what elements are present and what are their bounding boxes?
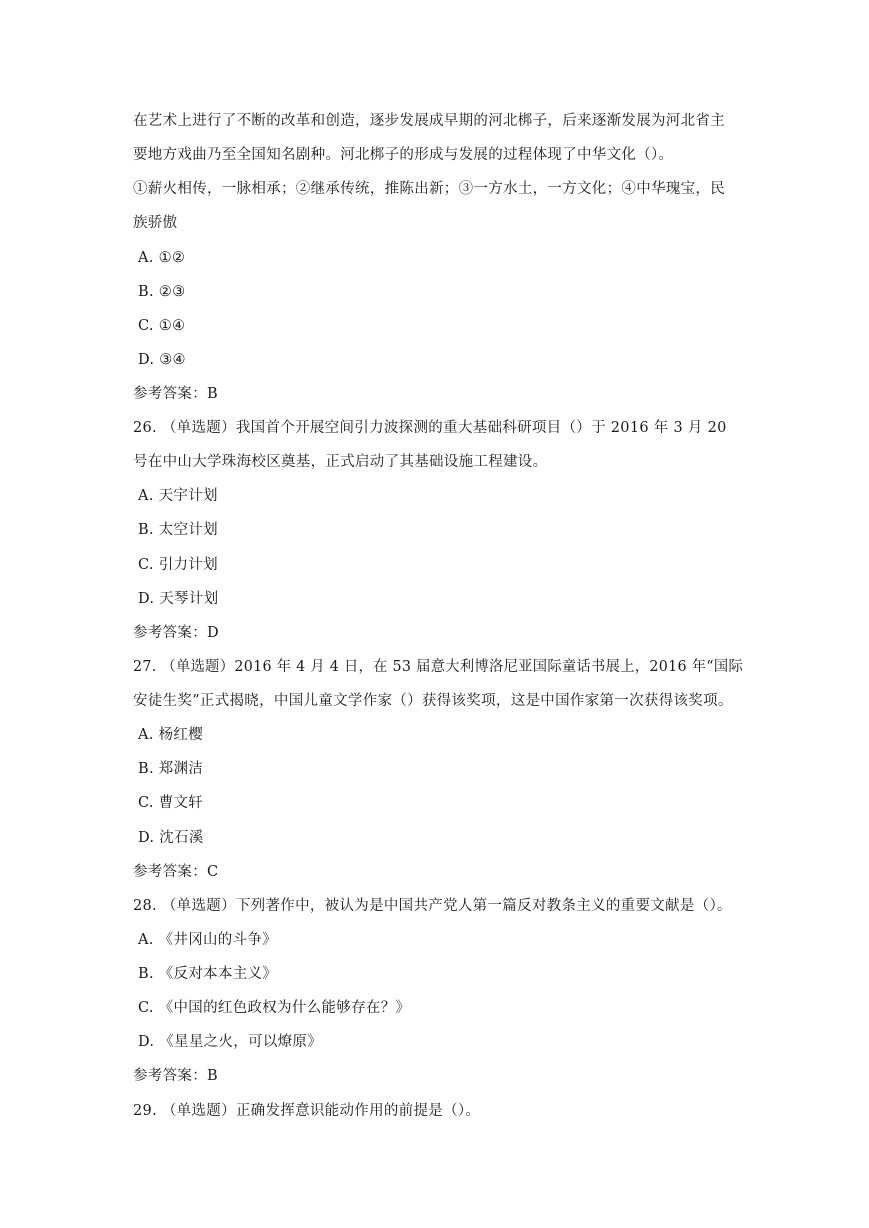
option-d: D. 《星星之火，可以燎原》 [138, 1034, 323, 1050]
question-text-line: 要地方戏曲乃至全国知名剧种。河北梆子的形成与发展的过程体现了中华文化（）。 [133, 147, 674, 163]
answer-key: 参考答案：D [133, 625, 219, 641]
option-d: D. 沈石溪 [138, 830, 204, 846]
option-a: A. ①② [138, 250, 186, 266]
option-a: A. 天宇计划 [138, 488, 218, 504]
question-text-line: 在艺术上进行了不断的改革和创造，逐步发展成早期的河北梆子，后来逐渐发展为河北省主 [133, 113, 725, 129]
option-b: B. 《反对本本主义》 [138, 966, 278, 982]
option-c: C. ①④ [138, 318, 186, 334]
option-c: C. 《中国的红色政权为什么能够存在？》 [138, 1000, 411, 1016]
option-c: C. 引力计划 [138, 557, 218, 573]
option-b: B. ②③ [138, 284, 186, 300]
option-b: B. 太空计划 [138, 522, 218, 538]
question-text-line: ①薪火相传，一脉相承；②继承传统，推陈出新；③一方水土，一方文化；④中华瑰宝，民 [133, 181, 725, 197]
option-a: A. 《井冈山的斗争》 [138, 932, 277, 948]
question-text-line: 族骄傲 [133, 215, 178, 231]
question-26-text: 26. （单选题）我国首个开展空间引力波探测的重大基础科研项目（）于 2016 年 3 月 20 [133, 420, 727, 436]
option-c: C. 曹文轩 [138, 795, 204, 811]
answer-key: 参考答案：B [133, 1068, 218, 1084]
option-d: D. ③④ [138, 352, 186, 368]
option-d: D. 天琴计划 [138, 591, 219, 607]
question-27-text: 27. （单选题）2016 年 4 月 4 日，在 53 届意大利博洛尼亚国际童话书展上，2016 年“国际 [133, 659, 744, 675]
answer-key: 参考答案：C [133, 864, 219, 880]
question-29-text: 29. （单选题）正确发挥意识能动作用的前提是（）。 [133, 1103, 481, 1119]
option-b: B. 郑渊洁 [138, 761, 204, 777]
question-27-text: 安徒生奖”正式揭晓，中国儿童文学作家（）获得该奖项，这是中国作家第一次获得该奖项。 [133, 693, 733, 709]
answer-key: 参考答案：B [133, 386, 218, 402]
question-28-text: 28. （单选题）下列著作中，被认为是中国共产党人第一篇反对教条主义的重要文献是（）。 [133, 898, 732, 914]
option-a: A. 杨红樱 [138, 727, 203, 743]
question-26-text: 号在中山大学珠海校区奠基，正式启动了其基础设施工程建设。 [133, 454, 548, 470]
